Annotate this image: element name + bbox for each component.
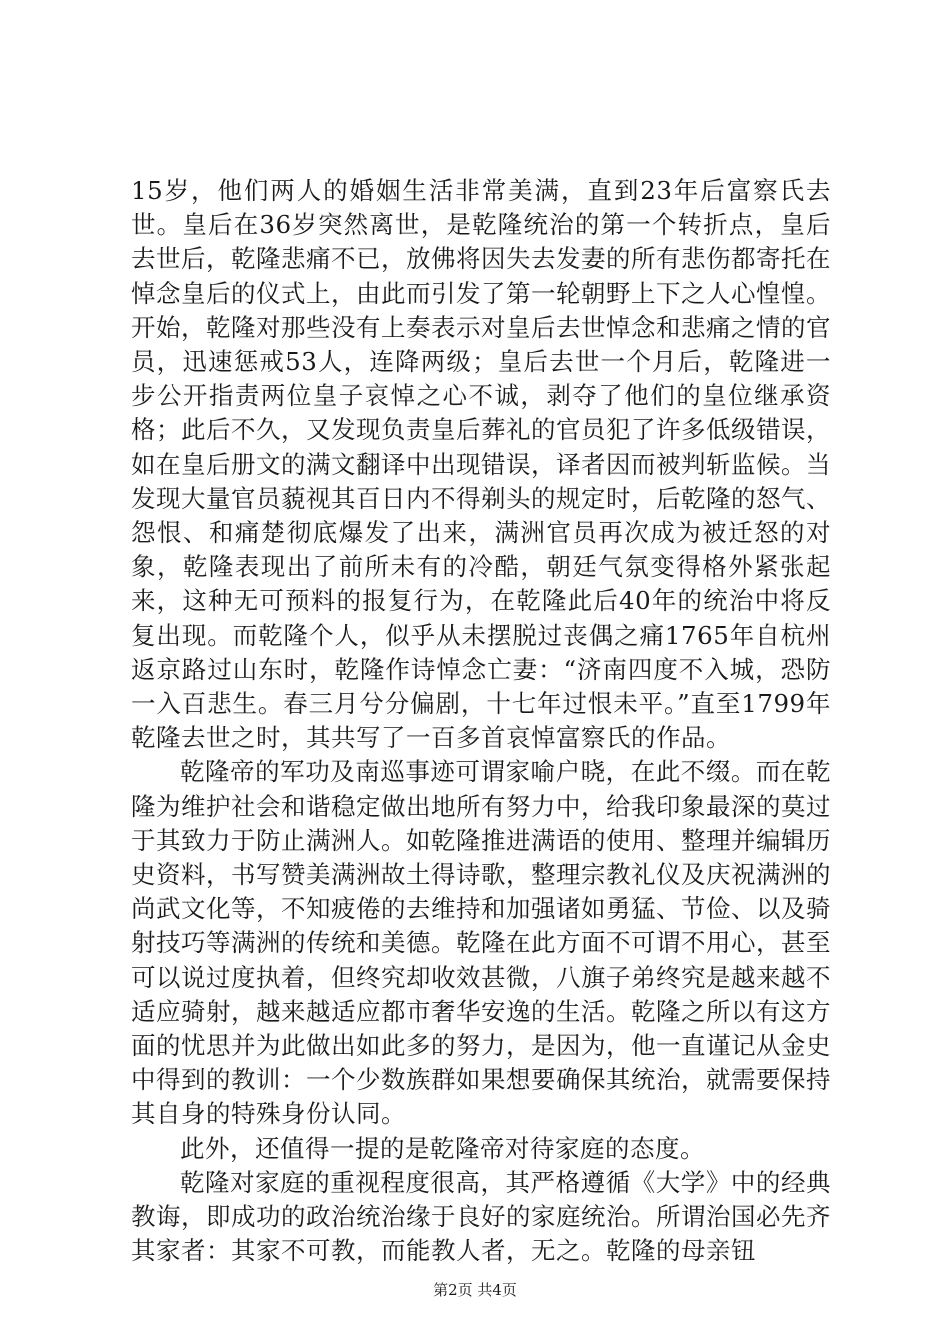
paragraph-4: 乾隆对家庭的重视程度很高，其严格遵循《大学》中的经典教诲，即成功的政治统治缘于良好的家庭统治。所谓治国必先齐其家者：其家不可教，而能教人者，无之。乾隆的母亲钮 bbox=[131, 1167, 831, 1266]
document-body bbox=[131, 174, 831, 1269]
paragraph-3: 此外，还值得一提的是乾隆帝对待家庭的态度。 bbox=[180, 1133, 705, 1163]
page-footer bbox=[0, 1279, 950, 1300]
page-number-label: 第2页 共4页 bbox=[433, 1281, 517, 1299]
paragraph-1: 15岁，他们两人的婚姻生活非常美满，直到23年后富察氏去世。皇后在36岁突然离世，是乾隆统治的第一个转折点，皇后去世后，乾隆悲痛不已，放佛将因失去发妻的所有悲伤都寄托在悼念皇后的仪式上，由此而引发了第一轮朝野上下之人心惶惶。开始，乾隆对那些没有上奏表示对皇后去世悼念和悲痛之情的官员，迅速惩戒53人，连降两级；皇后去世一个月后，乾隆进一步公开指责两位皇子哀悼之心不诚，剥夺了他们的皇位继承资格；此后不久，又发现负责皇后葬礼的官员犯了许多低级错误，如在皇后册文的满文翻译中出现错误，译者因而被判斩监候。当发现大量官员藐视其百日内不得剃头的规定时，后乾隆的怒气、怨恨、和痛楚彻底爆发了出来，满洲官员再次成为被迁怒的对象，乾隆表现出了前所未有的冷酷，朝廷气氛变得格外紧张起来，这种无可预料的报复行为，在乾隆此后40年的统治中将反复出现。而乾隆个人，似乎从未摆脱过丧偶之痛1765年自杭州返京路过山东时，乾隆作诗悼念亡妻：“济南四度不入城，恐防一入百悲生。春三月兮分偏剧，十七年过恨未平。”直至1799年乾隆去世之时，其共写了一百多首哀悼富察氏的作品。 bbox=[131, 176, 831, 753]
paragraph-2: 乾隆帝的军功及南巡事迹可谓家喻户晓，在此不缀。而在乾隆为维护社会和谐稳定做出地所有努力中，给我印象最深的莫过于其致力于防止满洲人。如乾隆推进满语的使用、整理并编辑历史资料，书写赞美满洲故土得诗歌，整理宗教礼仪及庆祝满洲的尚武文化等，不知疲倦的去维持和加强诸如勇猛、节俭、以及骑射技巧等满洲的传统和美德。乾隆在此方面不可谓不用心，甚至可以说过度执着，但终究却收效甚微，八旗子弟终究是越来越不适应骑射，越来越适应都市奢华安逸的生活。乾隆之所以有这方面的忧思并为此做出如此多的努力，是因为，他一直谨记从金史中得到的教训：一个少数族群如果想要确保其统治，就需要保持其自身的特殊身份认同。 bbox=[131, 757, 831, 1129]
